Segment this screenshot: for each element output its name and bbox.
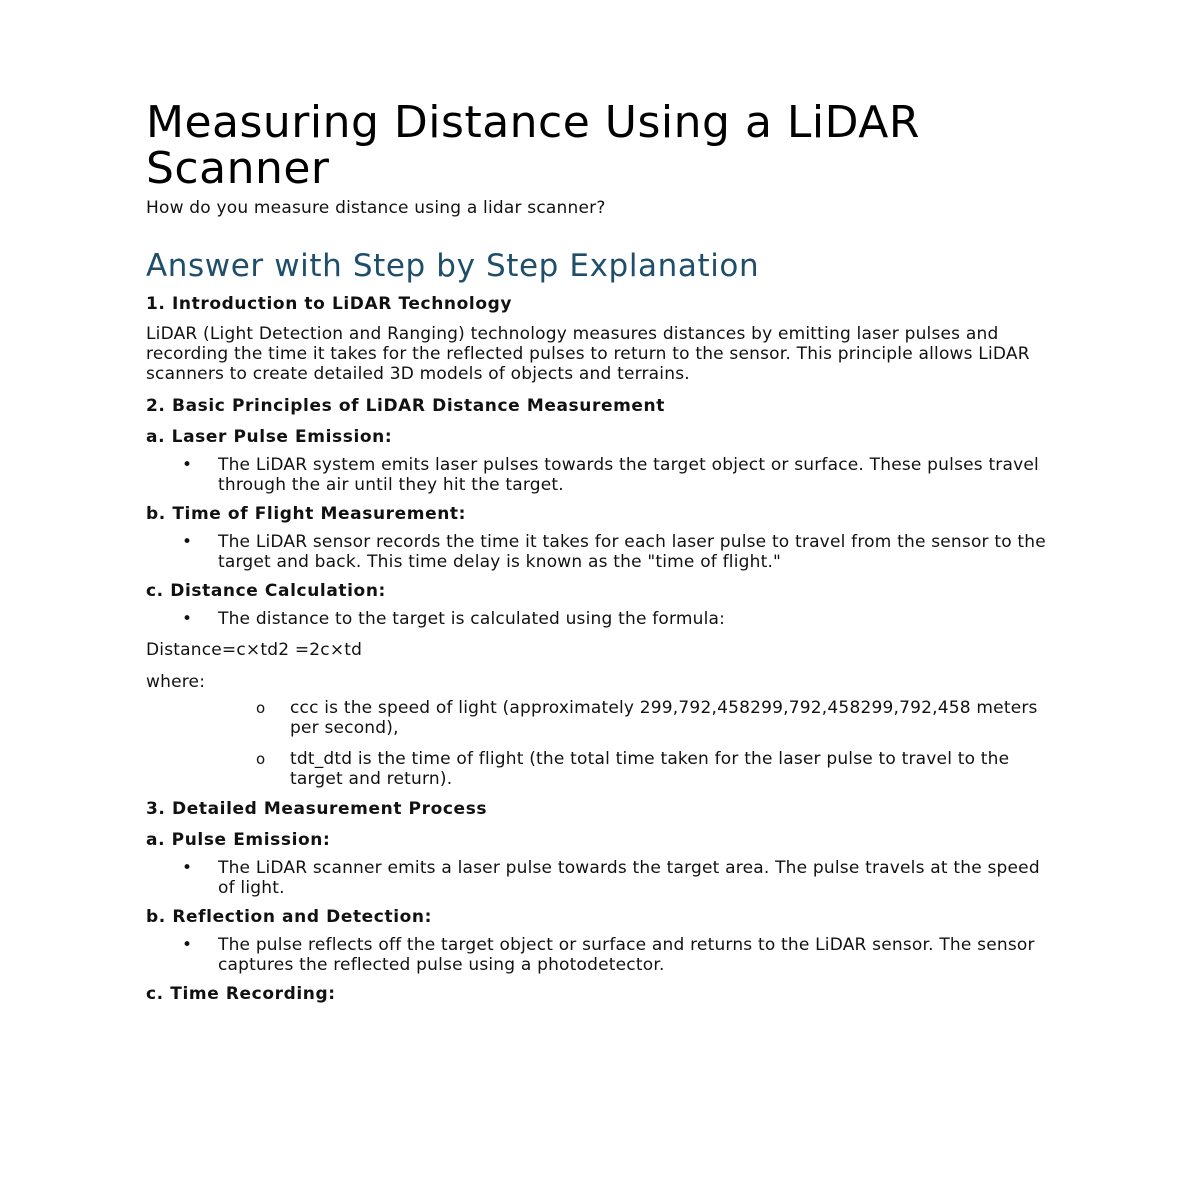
list-item-text: The LiDAR system emits laser pulses towards the target object or surface. These pulses travel through the air until they hit the target. bbox=[218, 455, 1039, 495]
section1-heading: 1. Introduction to LiDAR Technology bbox=[146, 294, 513, 314]
section2-b-heading: b. Time of Flight Measurement: bbox=[146, 504, 467, 524]
where-label: where: bbox=[146, 672, 206, 692]
section1-body: LiDAR (Light Detection and Ranging) technology measures distances by emitting laser pulses and recording the time it takes for the reflected pulses to return to the sensor. This principle allows LiDAR scanners to create detailed 3D models of objects and terrains. bbox=[146, 324, 1030, 384]
circle-bullet-icon: o bbox=[256, 750, 266, 768]
section2-heading: 2. Basic Principles of LiDAR Distance Measurement bbox=[146, 396, 665, 416]
list-item bbox=[146, 698, 1056, 738]
section3-heading: 3. Detailed Measurement Process bbox=[146, 799, 488, 819]
section2-c-list bbox=[146, 609, 1056, 629]
list-item-text: The LiDAR sensor records the time it takes for each laser pulse to travel from the sensor to the target and back. This time delay is known as the "time of flight." bbox=[218, 532, 1046, 572]
section2-a-list bbox=[146, 455, 1056, 495]
document-page bbox=[146, 97, 1056, 1006]
question-subtitle: How do you measure distance using a lidar scanner? bbox=[146, 198, 606, 218]
list-item-text: The pulse reflects off the target object or surface and returns to the LiDAR sensor. The sensor captures the reflected pulse using a photodetector. bbox=[218, 935, 1035, 975]
list-item-text: The LiDAR scanner emits a laser pulse towards the target area. The pulse travels at the speed of light. bbox=[218, 858, 1040, 898]
section2-c-heading: c. Distance Calculation: bbox=[146, 581, 386, 601]
section2-a-heading: a. Laser Pulse Emission: bbox=[146, 427, 393, 447]
list-item bbox=[146, 609, 1056, 629]
list-item-text: tdt_dtd is the time of flight (the total time taken for the laser pulse to travel to the target and return). bbox=[290, 749, 1010, 789]
section3-c-heading: c. Time Recording: bbox=[146, 984, 336, 1004]
list-item-text: ccc is the speed of light (approximately 299,792,458299,792,458299,792,458 meters per second), bbox=[290, 698, 1038, 738]
section3-a-list bbox=[146, 858, 1056, 898]
section2-b-list bbox=[146, 532, 1056, 572]
page-title: Measuring Distance Using a LiDAR Scanner bbox=[146, 97, 920, 194]
list-item bbox=[146, 532, 1056, 572]
list-item bbox=[146, 455, 1056, 495]
list-item bbox=[146, 935, 1056, 975]
bullet-icon: • bbox=[182, 532, 193, 552]
answer-heading: Answer with Step by Step Explanation bbox=[146, 248, 760, 284]
distance-formula: Distance=c×td2 =2c×td bbox=[146, 640, 363, 660]
circle-bullet-icon: o bbox=[256, 699, 266, 717]
list-item-text: The distance to the target is calculated using the formula: bbox=[218, 609, 726, 629]
bullet-icon: • bbox=[182, 609, 193, 629]
section3-b-list bbox=[146, 935, 1056, 975]
list-item bbox=[146, 858, 1056, 898]
bullet-icon: • bbox=[182, 455, 193, 475]
section3-a-heading: a. Pulse Emission: bbox=[146, 830, 331, 850]
section3-b-heading: b. Reflection and Detection: bbox=[146, 907, 433, 927]
bullet-icon: • bbox=[182, 858, 193, 878]
where-list bbox=[146, 698, 1056, 789]
list-item bbox=[146, 749, 1056, 789]
bullet-icon: • bbox=[182, 935, 193, 955]
